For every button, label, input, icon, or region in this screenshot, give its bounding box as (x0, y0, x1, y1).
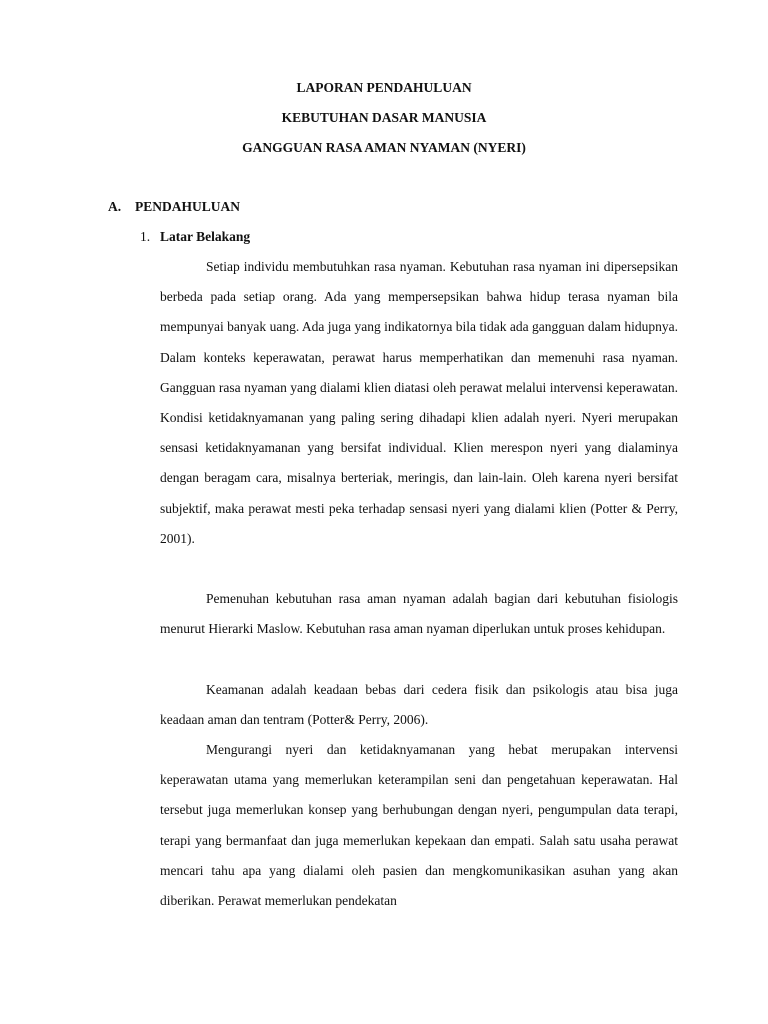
section-number: A. (108, 199, 122, 214)
document-topic: GANGGUAN RASA AMAN NYAMAN (NYERI) (242, 140, 526, 155)
section-heading (108, 199, 240, 215)
subsection-number: 1. (140, 229, 151, 244)
paragraph: Pemenuhan kebutuhan rasa aman nyaman adalah bagian dari kebutuhan fisiologis menurut Hierarki Maslow. Kebutuhan rasa aman nyaman diperlukan untuk proses kehidupan. (160, 591, 678, 637)
paragraph: Keamanan adalah keadaan bebas dari cedera fisik dan psikologis atau bisa juga keadaan aman dan tentram (Potter& Perry, 2006). (160, 682, 678, 728)
subsection-heading (140, 229, 250, 245)
document-subtitle: KEBUTUHAN DASAR MANUSIA (281, 110, 487, 125)
subsection-title: Latar Belakang (160, 229, 251, 244)
document-title: LAPORAN PENDAHULUAN (296, 80, 472, 95)
paragraph: Setiap individu membutuhkan rasa nyaman. Kebutuhan rasa nyaman ini dipersepsikan berbeda pada setiap orang. Ada yang mempersepsikan bahwa hidup terasa nyaman bila mempunyai banyak uang. Ada juga yang indikatornya bila tidak ada gangguan dalam hidupnya. Dalam konteks keperawatan, perawat harus memperhatikan dan memenuhi rasa nyaman. Gangguan rasa nyaman yang dialami klien diatasi oleh perawat melalui intervensi keperawatan. Kondisi ketidaknyamanan yang paling sering dihadapi klien adalah nyeri. Nyeri merupakan sensasi ketidaknyamanan yang bersifat individual. Klien merespon nyeri yang dialaminya dengan beragam cara, misalnya berteriak, meringis, dan lain-lain. Oleh karena nyeri bersifat subjektif, maka perawat mesti peka terhadap sensasi nyeri yang dialami klien (Potter & Perry, 2001). (160, 259, 678, 546)
paragraph: Mengurangi nyeri dan ketidaknyamanan yang hebat merupakan intervensi keperawatan utama yang memerlukan keterampilan seni dan pengetahuan keperawatan. Hal tersebut juga memerlukan konsep yang berhubungan dengan nyeri, pengumpulan data terapi, terapi yang bermanfaat dan juga memerlukan kepekaan dan empati. Salah satu usaha perawat mencari tahu apa yang dialami oleh pasien dan mengkomunikasikan asuhan yang akan diberikan. Perawat memerlukan pendekatan (160, 742, 678, 909)
section-title: PENDAHULUAN (135, 199, 241, 214)
